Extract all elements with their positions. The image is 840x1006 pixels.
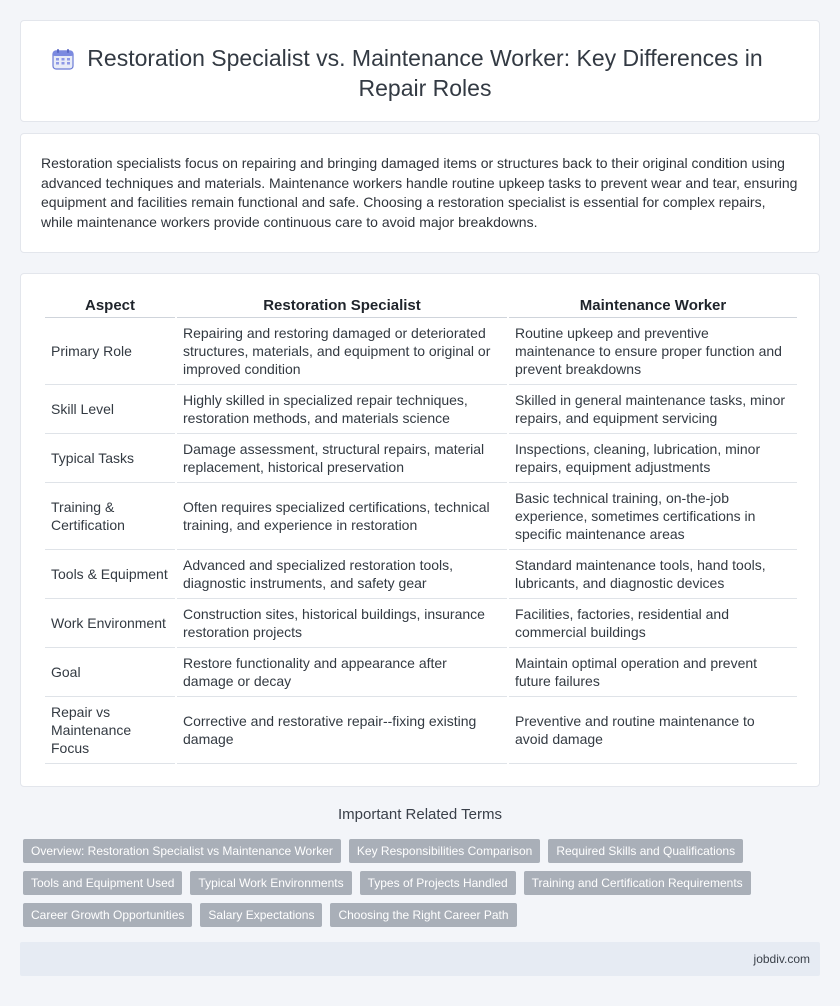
aspect-cell: Training & Certification [45,483,175,550]
related-term-tag[interactable]: Key Responsibilities Comparison [349,839,540,863]
related-term-tag[interactable]: Typical Work Environments [190,871,351,895]
related-term-tag[interactable]: Tools and Equipment Used [23,871,182,895]
maintenance-cell: Standard maintenance tools, hand tools, lubricants, and diagnostic devices [509,550,797,599]
maintenance-cell: Inspections, cleaning, lubrication, minor repairs, equipment adjustments [509,434,797,483]
restoration-cell: Restore functionality and appearance after damage or decay [177,648,507,697]
table-row [45,697,797,764]
maintenance-cell: Basic technical training, on-the-job experience, sometimes certifications in specific maintenance areas [509,483,797,550]
table-row [45,434,797,483]
comparison-table [43,296,799,764]
table-header-row [45,296,797,318]
tag-row [23,871,823,895]
maintenance-cell: Skilled in general maintenance tasks, minor repairs, and equipment servicing [509,385,797,434]
comparison-table-card [20,273,820,787]
header-aspect: Aspect [45,296,175,318]
maintenance-cell: Maintain optimal operation and prevent future failures [509,648,797,697]
header-maintenance-worker: Maintenance Worker [509,296,797,318]
restoration-cell: Corrective and restorative repair--fixing existing damage [177,697,507,764]
header-card [20,20,820,122]
intro-card [20,133,820,253]
tag-row [23,839,823,863]
aspect-cell: Skill Level [45,385,175,434]
aspect-cell: Work Environment [45,599,175,648]
tag-row [23,903,823,927]
header-restoration-specialist: Restoration Specialist [177,296,507,318]
table-row [45,550,797,599]
related-term-tag[interactable]: Required Skills and Qualifications [548,839,743,863]
related-term-tag[interactable]: Career Growth Opportunities [23,903,192,927]
related-term-tag[interactable]: Training and Certification Requirements [524,871,751,895]
aspect-cell: Tools & Equipment [45,550,175,599]
intro-paragraph: Restoration specialists focus on repairing and bringing damaged items or structures back to their original condition using advanced techniques and materials. Maintenance workers handle routine upkeep tasks to prevent wear and tear, ensuring equipment and facilities remain functional and safe. Choosing a restoration specialist is essential for complex repairs, while maintenance workers provide continuous care to avoid major breakdowns. [41,155,798,230]
restoration-cell: Often requires specialized certifications, technical training, and experience in restoration [177,483,507,550]
page-title: Restoration Specialist vs. Maintenance Worker: Key Differences in Repair Roles [87,45,763,101]
related-terms-heading: Important Related Terms [338,806,502,823]
related-term-tag[interactable]: Types of Projects Handled [360,871,516,895]
aspect-cell: Repair vs Maintenance Focus [45,697,175,764]
table-row [45,599,797,648]
table-row [45,648,797,697]
maintenance-cell: Routine upkeep and preventive maintenance to ensure proper function and prevent breakdowns [509,318,797,385]
table-row [45,318,797,385]
footer [20,942,820,976]
maintenance-cell: Facilities, factories, residential and commercial buildings [509,599,797,648]
restoration-cell: Damage assessment, structural repairs, material replacement, historical preservation [177,434,507,483]
footer-site-link[interactable]: jobdiv.com [753,952,810,966]
related-term-tag[interactable]: Overview: Restoration Specialist vs Maintenance Worker [23,839,341,863]
aspect-cell: Primary Role [45,318,175,385]
maintenance-cell: Preventive and routine maintenance to avoid damage [509,697,797,764]
related-term-tag[interactable]: Salary Expectations [200,903,322,927]
restoration-cell: Highly skilled in specialized repair techniques, restoration methods, and materials science [177,385,507,434]
table-row [45,483,797,550]
restoration-cell: Repairing and restoring damaged or deteriorated structures, materials, and equipment to original or improved condition [177,318,507,385]
table-row [45,385,797,434]
related-term-tag[interactable]: Choosing the Right Career Path [330,903,516,927]
aspect-cell: Typical Tasks [45,434,175,483]
aspect-cell: Goal [45,648,175,697]
related-terms-list [23,839,823,935]
restoration-cell: Construction sites, historical buildings, insurance restoration projects [177,599,507,648]
restoration-cell: Advanced and specialized restoration tools, diagnostic instruments, and safety gear [177,550,507,599]
